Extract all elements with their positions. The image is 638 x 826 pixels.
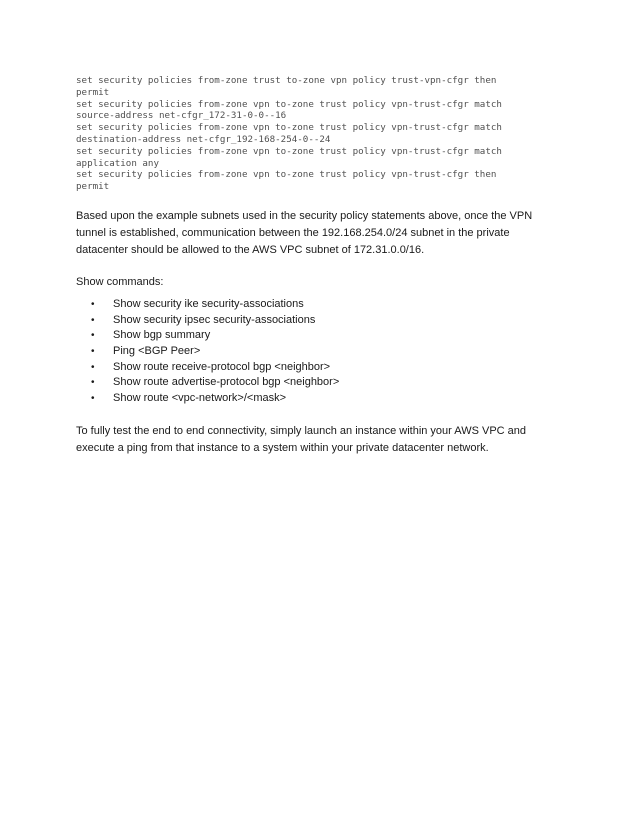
command-text: Show route receive-protocol bgp <neighbor>	[113, 360, 331, 373]
code-line: permit	[76, 86, 110, 98]
list-item	[76, 344, 339, 360]
bullet-icon: •	[91, 299, 95, 310]
code-line: set security policies from-zone vpn to-zone trust policy vpn-trust-cfgr match	[76, 122, 502, 134]
list-item	[76, 375, 339, 391]
code-line: set security policies from-zone vpn to-zone trust policy vpn-trust-cfgr match	[76, 98, 502, 110]
bullet-icon: •	[91, 314, 95, 326]
code-line: set security policies from-zone vpn to-zone trust policy vpn-trust-cfgr then	[76, 169, 497, 181]
paragraph-line: datacenter should be allowed to the AWS VPC subnet of 172.31.0.0/16.	[76, 244, 425, 257]
list-item	[76, 391, 339, 407]
paragraph-line: tunnel is established, communication between the 192.168.254.0/24 subnet in the private	[76, 227, 510, 240]
list-item	[76, 297, 339, 313]
code-line: set security policies from-zone vpn to-zone trust policy vpn-trust-cfgr match	[76, 145, 502, 157]
paragraph-line: Based upon the example subnets used in the security policy statements above, once the VPN	[76, 210, 533, 222]
bullet-icon: •	[91, 330, 95, 342]
code-line: permit	[76, 181, 110, 193]
command-text: Show route <vpc-network>/<mask>	[113, 392, 287, 405]
list-item	[76, 328, 339, 344]
security-policy-code-block	[76, 75, 576, 193]
command-text: Show security ike security-associations	[113, 298, 304, 310]
bullet-icon: •	[91, 393, 95, 405]
code-line: source-address net-cfgr_172-31-0-0--16	[76, 110, 287, 122]
bullet-icon: •	[91, 377, 95, 389]
bullet-icon: •	[91, 361, 95, 373]
bullet-icon: •	[91, 346, 95, 358]
connectivity-test-paragraph	[76, 423, 576, 457]
command-text: Show security ipsec security-associations	[113, 313, 316, 326]
show-commands-heading: Show commands:	[76, 276, 164, 288]
subnet-communication-paragraph	[76, 208, 576, 260]
code-line: set security policies from-zone trust to-zone vpn policy trust-vpn-cfgr then	[76, 75, 497, 86]
list-item	[76, 360, 339, 376]
show-commands-list	[76, 297, 339, 407]
command-text: Show route advertise-protocol bgp <neighbor>	[113, 376, 340, 389]
command-text: Show bgp summary	[113, 329, 211, 342]
paragraph-line: execute a ping from that instance to a system within your private datacenter network.	[76, 442, 489, 455]
code-line: application any	[76, 157, 159, 169]
command-text: Ping <BGP Peer>	[113, 345, 201, 358]
code-line: destination-address net-cfgr_192-168-254-0--24	[76, 133, 331, 145]
list-item	[76, 313, 339, 329]
paragraph-line: To fully test the end to end connectivity, simply launch an instance within your AWS VPC and	[76, 425, 527, 437]
